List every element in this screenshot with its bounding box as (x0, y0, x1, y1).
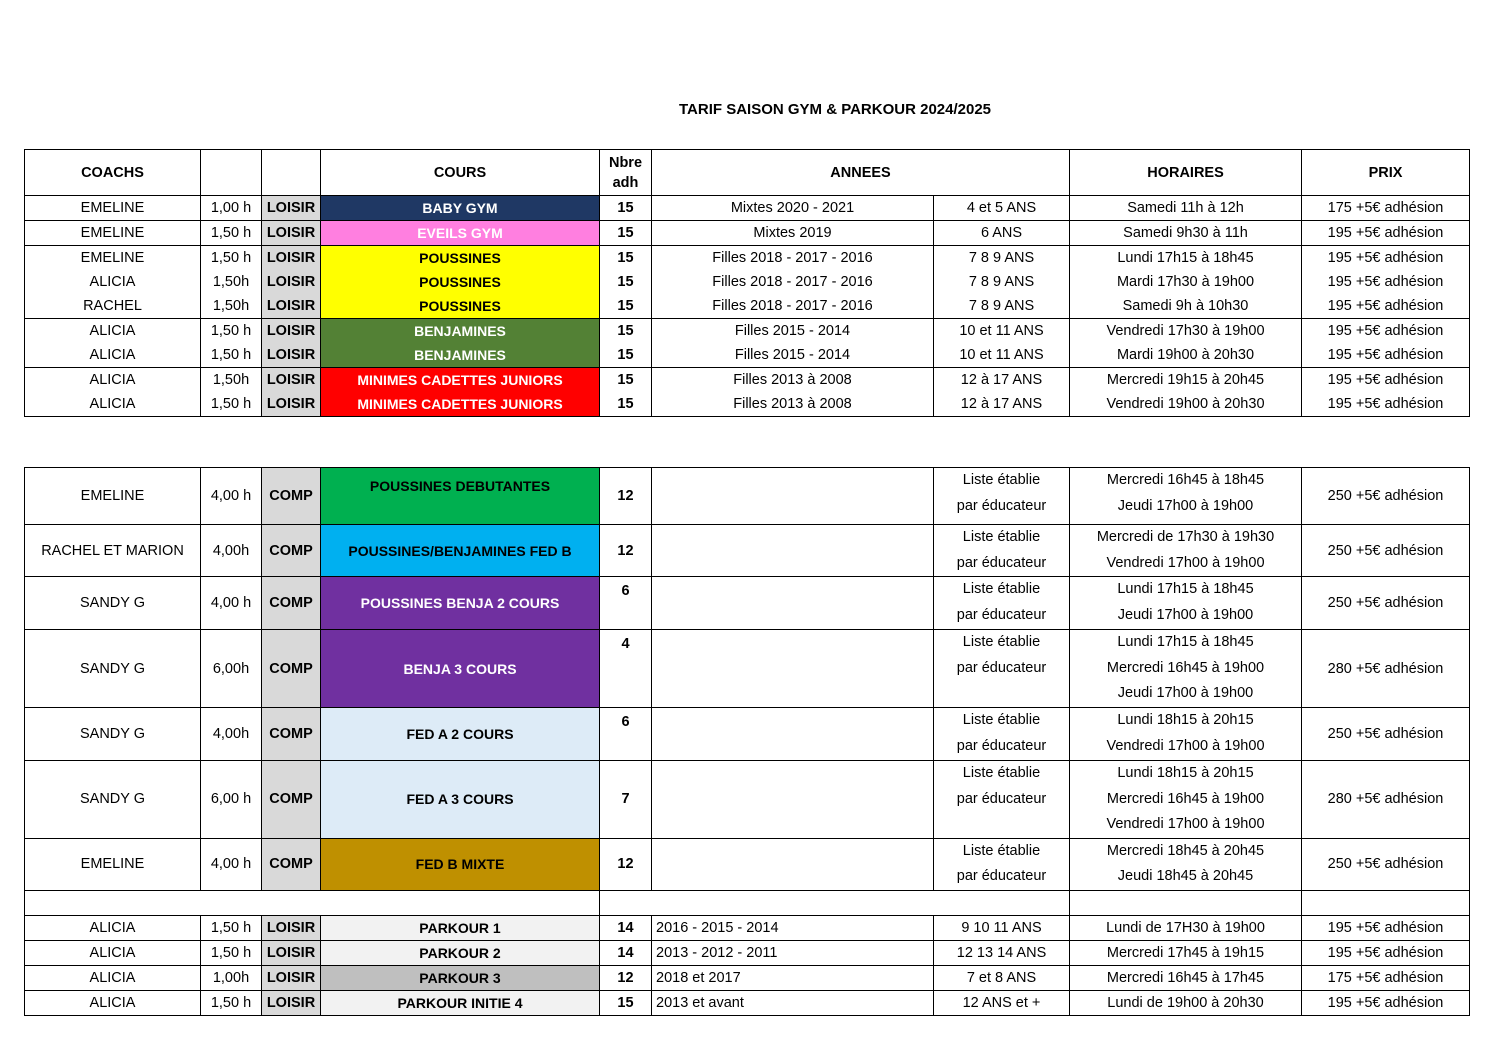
cours-cell: MINIMES CADETTES JUNIORS (321, 368, 600, 393)
header-horaires: HORAIRES (1070, 150, 1302, 196)
liste-line: Liste établie (962, 765, 1041, 781)
annees-cell (652, 468, 934, 525)
horaire-line: Mercredi 16h45 à 19h00 (1106, 790, 1265, 807)
horaire-cell: Samedi 9h à 10h30 (1070, 294, 1302, 319)
table-row (25, 270, 1470, 294)
niveau-cell: COMP (262, 838, 321, 890)
annees-cell (652, 761, 934, 839)
cours-cell: EVEILS GYM (321, 221, 600, 246)
age-cell: 4 et 5 ANS (934, 196, 1070, 221)
annees-cell (652, 838, 934, 890)
age-cell: 9 10 11 ANS (934, 915, 1070, 940)
prix-cell: 250 +5€ adhésion (1302, 708, 1470, 761)
duree-cell: 6,00h (201, 630, 262, 708)
adh-cell: 15 (600, 990, 652, 1015)
annees-cell (652, 708, 934, 761)
age-cell: 12 ANS et + (934, 990, 1070, 1015)
horaire-line: Vendredi 17h00 à 19h00 (1106, 816, 1265, 832)
annees-cell: 2013 - 2012 - 2011 (652, 940, 934, 965)
spacer-cell (1070, 890, 1302, 915)
header-coachs: COACHS (25, 150, 201, 196)
horaires-cell (1070, 577, 1302, 630)
duree-cell: 1,50 h (201, 319, 262, 344)
coach-cell: ALICIA (25, 965, 201, 990)
cours-cell: FED A 2 COURS (321, 708, 600, 761)
table-row (25, 708, 1470, 761)
duree-cell: 4,00 h (201, 468, 262, 525)
coach-cell: EMELINE (25, 221, 201, 246)
liste-cell (934, 630, 1070, 708)
age-cell: 10 et 11 ANS (934, 319, 1070, 344)
niveau-cell: LOISIR (262, 196, 321, 221)
liste-line: par éducateur (956, 554, 1047, 571)
cours-cell: PARKOUR 3 (321, 965, 600, 990)
liste-line: par éducateur (956, 497, 1047, 514)
adh-cell: 12 (600, 525, 652, 577)
adh-cell: 15 (600, 368, 652, 393)
horaire-cell: Lundi de 17H30 à 19h00 (1070, 915, 1302, 940)
liste-line: Liste établie (962, 581, 1041, 597)
prix-cell: 175 +5€ adhésion (1302, 196, 1470, 221)
cours-cell: PARKOUR 2 (321, 940, 600, 965)
duree-cell: 6,00 h (201, 761, 262, 839)
niveau-cell: COMP (262, 708, 321, 761)
horaires-cell (1070, 838, 1302, 890)
adh-cell: 15 (600, 196, 652, 221)
loisir-table (24, 149, 1470, 417)
coach-cell: SANDY G (25, 630, 201, 708)
prix-cell: 195 +5€ adhésion (1302, 343, 1470, 368)
niveau-cell: LOISIR (262, 221, 321, 246)
prix-cell: 250 +5€ adhésion (1302, 838, 1470, 890)
parkour-body (25, 915, 1470, 1015)
header-duree (201, 150, 262, 196)
prix-cell: 250 +5€ adhésion (1302, 577, 1470, 630)
annees-cell: 2013 et avant (652, 990, 934, 1015)
niveau-cell: LOISIR (262, 319, 321, 344)
duree-cell: 4,00 h (201, 577, 262, 630)
horaires-cell (1070, 525, 1302, 577)
duree-cell: 1,50h (201, 294, 262, 319)
horaire-line: Lundi 17h15 à 18h45 (1117, 634, 1254, 650)
duree-cell: 1,50h (201, 270, 262, 294)
horaire-cell: Lundi 17h15 à 18h45 (1070, 246, 1302, 271)
liste-line: Liste établie (962, 842, 1041, 859)
horaire-cell: Mercredi 16h45 à 17h45 (1070, 965, 1302, 990)
cours-cell: MINIMES CADETTES JUNIORS (321, 392, 600, 417)
horaire-cell: Mercredi 19h15 à 20h45 (1070, 368, 1302, 393)
horaire-line: Jeudi 17h00 à 19h00 (1117, 497, 1254, 514)
prix-cell: 195 +5€ adhésion (1302, 990, 1470, 1015)
coach-cell: ALICIA (25, 915, 201, 940)
duree-cell: 1,50 h (201, 915, 262, 940)
horaires-cell (1070, 708, 1302, 761)
annees-cell: Filles 2015 - 2014 (652, 343, 934, 368)
annees-cell: Filles 2018 - 2017 - 2016 (652, 270, 934, 294)
niveau-cell: LOISIR (262, 270, 321, 294)
coach-cell: EMELINE (25, 838, 201, 890)
header-prix: PRIX (1302, 150, 1470, 196)
duree-cell: 1,50 h (201, 990, 262, 1015)
cours-cell: BENJA 3 COURS (321, 630, 600, 708)
horaire-line: Mercredi 16h45 à 19h00 (1106, 659, 1265, 676)
prix-cell: 250 +5€ adhésion (1302, 525, 1470, 577)
table-row (25, 965, 1470, 990)
niveau-cell: COMP (262, 761, 321, 839)
table-row (25, 838, 1470, 890)
table-row (25, 525, 1470, 577)
table-row (25, 915, 1470, 940)
page-title: TARIF SAISON GYM & PARKOUR 2024/2025 (678, 101, 992, 118)
horaire-line: Vendredi 17h00 à 19h00 (1106, 554, 1265, 571)
duree-cell: 4,00h (201, 525, 262, 577)
prix-cell: 195 +5€ adhésion (1302, 319, 1470, 344)
age-cell: 12 13 14 ANS (934, 940, 1070, 965)
horaire-line: Vendredi 17h00 à 19h00 (1106, 737, 1265, 754)
duree-cell: 1,50 h (201, 940, 262, 965)
adh-cell: 15 (600, 392, 652, 417)
liste-line: Liste établie (962, 472, 1041, 488)
annees-cell: Filles 2013 à 2008 (652, 392, 934, 417)
niveau-cell: LOISIR (262, 294, 321, 319)
annees-cell: Filles 2015 - 2014 (652, 319, 934, 344)
prix-cell: 195 +5€ adhésion (1302, 294, 1470, 319)
niveau-cell: COMP (262, 525, 321, 577)
prix-cell: 195 +5€ adhésion (1302, 270, 1470, 294)
spacer-cell (1302, 890, 1470, 915)
header-adh: adh (612, 174, 639, 191)
annees-cell: 2016 - 2015 - 2014 (652, 915, 934, 940)
coach-cell: EMELINE (25, 246, 201, 271)
niveau-cell: LOISIR (262, 392, 321, 417)
coach-cell: ALICIA (25, 319, 201, 344)
duree-cell: 1,50h (201, 368, 262, 393)
liste-line: Liste établie (962, 529, 1041, 545)
cours-cell: POUSSINES (321, 294, 600, 319)
coach-cell: ALICIA (25, 368, 201, 393)
coach-cell: ALICIA (25, 343, 201, 368)
adh-cell: 15 (600, 294, 652, 319)
annees-cell: Mixtes 2019 (652, 221, 934, 246)
cours-cell: BABY GYM (321, 196, 600, 221)
table-row (25, 392, 1470, 417)
age-cell: 6 ANS (934, 221, 1070, 246)
duree-cell: 1,00h (201, 965, 262, 990)
niveau-cell: LOISIR (262, 246, 321, 271)
horaire-cell: Mercredi 17h45 à 19h15 (1070, 940, 1302, 965)
horaire-cell: Lundi de 19h00 à 20h30 (1070, 990, 1302, 1015)
header-row (25, 150, 1470, 196)
horaires-cell (1070, 630, 1302, 708)
prix-cell: 280 +5€ adhésion (1302, 630, 1470, 708)
cours-cell: PARKOUR 1 (321, 915, 600, 940)
adh-cell: 14 (600, 940, 652, 965)
annees-cell: Filles 2018 - 2017 - 2016 (652, 294, 934, 319)
niveau-cell: LOISIR (262, 915, 321, 940)
horaire-line: Lundi 18h15 à 20h15 (1117, 765, 1254, 781)
adh-cell: 15 (600, 246, 652, 271)
adh-cell: 6 (600, 577, 652, 630)
cours-cell: FED B MIXTE (321, 838, 600, 890)
horaire-line: Lundi 17h15 à 18h45 (1117, 581, 1254, 597)
liste-line: par éducateur (956, 790, 1047, 807)
liste-line: par éducateur (956, 659, 1047, 676)
table-row (25, 196, 1470, 221)
spacer-row (25, 890, 1470, 915)
duree-cell: 1,50 h (201, 343, 262, 368)
horaire-cell: Samedi 11h à 12h (1070, 196, 1302, 221)
table-row (25, 294, 1470, 319)
liste-cell (934, 761, 1070, 839)
coach-cell: EMELINE (25, 468, 201, 525)
horaire-cell: Samedi 9h30 à 11h (1070, 221, 1302, 246)
niveau-cell: LOISIR (262, 343, 321, 368)
prix-cell: 195 +5€ adhésion (1302, 940, 1470, 965)
horaire-line: Mercredi 18h45 à 20h45 (1106, 842, 1265, 859)
duree-cell: 1,00 h (201, 196, 262, 221)
annees-cell (652, 577, 934, 630)
adh-cell: 12 (600, 965, 652, 990)
coach-cell: SANDY G (25, 761, 201, 839)
annees-cell (652, 630, 934, 708)
cours-cell: PARKOUR INITIE 4 (321, 990, 600, 1015)
liste-cell (934, 525, 1070, 577)
cours-cell: POUSSINES/BENJAMINES FED B (321, 525, 600, 577)
liste-cell (934, 838, 1070, 890)
coach-cell: EMELINE (25, 196, 201, 221)
horaire-cell: Vendredi 17h30 à 19h00 (1070, 319, 1302, 344)
liste-line: Liste établie (962, 634, 1041, 650)
cours-cell: POUSSINES (321, 270, 600, 294)
liste-line: par éducateur (956, 606, 1047, 623)
cours-cell: BENJAMINES (321, 319, 600, 344)
coach-cell: ALICIA (25, 270, 201, 294)
header-niveau (262, 150, 321, 196)
table-row (25, 246, 1470, 271)
niveau-cell: COMP (262, 630, 321, 708)
duree-cell: 1,50 h (201, 392, 262, 417)
annees-cell: Filles 2018 - 2017 - 2016 (652, 246, 934, 271)
annees-cell (652, 525, 934, 577)
niveau-cell: LOISIR (262, 368, 321, 393)
niveau-cell: COMP (262, 468, 321, 525)
prix-cell: 175 +5€ adhésion (1302, 965, 1470, 990)
cours-cell: BENJAMINES (321, 343, 600, 368)
adh-cell: 15 (600, 319, 652, 344)
coach-cell: RACHEL (25, 294, 201, 319)
horaire-line: Jeudi 18h45 à 20h45 (1117, 868, 1254, 884)
prix-cell: 195 +5€ adhésion (1302, 915, 1470, 940)
adh-cell: 7 (600, 761, 652, 839)
annees-cell: Filles 2013 à 2008 (652, 368, 934, 393)
adh-cell: 15 (600, 270, 652, 294)
duree-cell: 1,50 h (201, 246, 262, 271)
adh-cell: 15 (600, 221, 652, 246)
adh-cell: 12 (600, 468, 652, 525)
prix-cell: 195 +5€ adhésion (1302, 221, 1470, 246)
adh-cell: 12 (600, 838, 652, 890)
horaire-cell: Mardi 17h30 à 19h00 (1070, 270, 1302, 294)
age-cell: 7 8 9 ANS (934, 270, 1070, 294)
horaire-line: Jeudi 17h00 à 19h00 (1117, 606, 1254, 623)
loisir-body (25, 196, 1470, 417)
duree-cell: 1,50 h (201, 221, 262, 246)
table-row (25, 990, 1470, 1015)
age-cell: 10 et 11 ANS (934, 343, 1070, 368)
header-nbre-adh (600, 150, 652, 196)
coach-cell: ALICIA (25, 392, 201, 417)
header-cours: COURS (321, 150, 600, 196)
horaire-line: Jeudi 17h00 à 19h00 (1117, 685, 1254, 701)
table-row (25, 368, 1470, 393)
table-row (25, 940, 1470, 965)
horaires-cell (1070, 761, 1302, 839)
cours-cell: POUSSINES BENJA 2 COURS (321, 577, 600, 630)
cours-cell: POUSSINES (321, 246, 600, 271)
coach-cell: RACHEL ET MARION (25, 525, 201, 577)
horaire-cell: Mardi 19h00 à 20h30 (1070, 343, 1302, 368)
annees-cell: 2018 et 2017 (652, 965, 934, 990)
horaire-line: Mercredi 16h45 à 18h45 (1106, 472, 1265, 488)
age-cell: 12 à 17 ANS (934, 392, 1070, 417)
header-annees: ANNEES (652, 150, 1070, 196)
coach-cell: SANDY G (25, 708, 201, 761)
horaire-line: Mercredi de 17h30 à 19h30 (1096, 529, 1275, 545)
adh-cell: 14 (600, 915, 652, 940)
table-row (25, 761, 1470, 839)
age-cell: 7 et 8 ANS (934, 965, 1070, 990)
competition-table (24, 467, 1470, 1016)
coach-cell: ALICIA (25, 940, 201, 965)
spacer-cell (25, 890, 600, 915)
competition-body (25, 468, 1470, 891)
adh-cell: 6 (600, 708, 652, 761)
liste-cell (934, 577, 1070, 630)
prix-cell: 250 +5€ adhésion (1302, 468, 1470, 525)
niveau-cell: LOISIR (262, 990, 321, 1015)
duree-cell: 4,00h (201, 708, 262, 761)
prix-cell: 195 +5€ adhésion (1302, 368, 1470, 393)
annees-cell: Mixtes 2020 - 2021 (652, 196, 934, 221)
table-row (25, 343, 1470, 368)
age-cell: 7 8 9 ANS (934, 246, 1070, 271)
niveau-cell: LOISIR (262, 965, 321, 990)
niveau-cell: COMP (262, 577, 321, 630)
spacer-cell (600, 890, 1070, 915)
cours-cell: FED A 3 COURS (321, 761, 600, 839)
liste-cell (934, 708, 1070, 761)
liste-cell (934, 468, 1070, 525)
header-nbre: Nbre (608, 154, 643, 171)
liste-line: Liste établie (962, 712, 1041, 728)
liste-line: par éducateur (956, 868, 1047, 884)
coach-cell: SANDY G (25, 577, 201, 630)
table-row (25, 319, 1470, 344)
duree-cell: 4,00 h (201, 838, 262, 890)
niveau-cell: LOISIR (262, 940, 321, 965)
horaires-cell (1070, 468, 1302, 525)
table-row (25, 630, 1470, 708)
adh-cell: 15 (600, 343, 652, 368)
table-row (25, 221, 1470, 246)
table-row (25, 577, 1470, 630)
coach-cell: ALICIA (25, 990, 201, 1015)
adh-cell: 4 (600, 630, 652, 708)
cours-cell: POUSSINES DEBUTANTES (321, 468, 600, 525)
prix-cell: 195 +5€ adhésion (1302, 392, 1470, 417)
prix-cell: 280 +5€ adhésion (1302, 761, 1470, 839)
table-row (25, 468, 1470, 525)
horaire-cell: Vendredi 19h00 à 20h30 (1070, 392, 1302, 417)
prix-cell: 195 +5€ adhésion (1302, 246, 1470, 271)
age-cell: 12 à 17 ANS (934, 368, 1070, 393)
age-cell: 7 8 9 ANS (934, 294, 1070, 319)
horaire-line: Lundi 18h15 à 20h15 (1117, 712, 1254, 728)
liste-line: par éducateur (956, 737, 1047, 754)
